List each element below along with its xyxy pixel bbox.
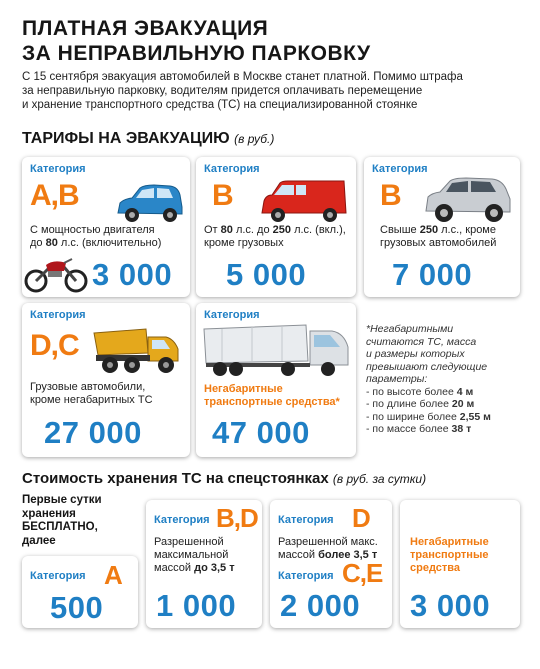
- desc-line: кроме грузовых: [204, 237, 284, 249]
- suv-icon: [422, 175, 516, 225]
- desc-line: [380, 224, 496, 237]
- category-code: A,B: [30, 179, 79, 212]
- category-label: Категория: [30, 163, 86, 175]
- storage-card-bd: [146, 500, 262, 628]
- van-icon: [258, 177, 350, 225]
- desc-bold: 250: [419, 224, 439, 236]
- desc-text: л.с. (вкл.),: [291, 224, 346, 236]
- desc-text: л.с. до: [232, 224, 273, 236]
- note-line: параметры:: [366, 373, 428, 385]
- note-item-text: - по длине более: [366, 398, 452, 410]
- desc-line: транспортные средства*: [204, 396, 340, 408]
- desc-bold: 250: [272, 224, 292, 236]
- first-day-line: далее: [22, 534, 56, 547]
- card-description: [204, 383, 340, 409]
- hatchback-car-icon: [114, 183, 186, 225]
- note-line: считаются ТС, масса: [366, 335, 477, 348]
- desc-line: С мощностью двигателя: [30, 224, 155, 236]
- card-description: [30, 224, 161, 250]
- price: 3 000: [92, 257, 173, 292]
- semi-truck-icon: [202, 323, 352, 379]
- desc-line: Грузовые автомобили,: [30, 381, 146, 393]
- card-description: [204, 224, 346, 250]
- note-item-value: 38 т: [451, 423, 472, 435]
- desc-text: л.с., кроме: [438, 224, 496, 236]
- note-item-value: 20 м: [451, 398, 475, 410]
- note-line: и размеры которых: [366, 348, 465, 360]
- storage-card-d-ce: [270, 500, 392, 628]
- desc-text: От: [204, 224, 221, 236]
- price: 3 000: [410, 588, 491, 623]
- desc-line: Негабаритные: [204, 383, 283, 395]
- price: 7 000: [392, 257, 473, 292]
- note-item-value: 4 м: [456, 385, 474, 398]
- desc-text: Свыше: [380, 224, 420, 236]
- desc-bold: 80: [220, 224, 233, 236]
- price: 2 000: [280, 588, 361, 623]
- category-code: D,C: [30, 329, 79, 362]
- category-label: Категория: [30, 570, 86, 582]
- category-code: C,E: [342, 558, 383, 588]
- page-title: [22, 16, 371, 66]
- desc-text: массой: [278, 549, 319, 561]
- tariff-card-b-over-250: [364, 157, 520, 297]
- desc-bold: 80: [45, 237, 58, 249]
- desc-line: Разрешенной: [154, 536, 224, 548]
- category-label: Категория: [372, 163, 428, 175]
- desc-line: Разрешенной макс.: [278, 536, 378, 548]
- desc-bold: более 3,5 т: [318, 549, 378, 561]
- desc-text: л.с. (включительно): [57, 237, 162, 249]
- note-item: [366, 411, 536, 424]
- lead-text: [22, 70, 492, 112]
- category-label: Категория: [278, 514, 334, 526]
- desc-bold: до 3,5 т: [194, 562, 235, 574]
- desc-line: [204, 224, 346, 237]
- desc-text: массой: [154, 562, 195, 574]
- note-item-text: - по высоте более: [366, 385, 457, 398]
- category-code: B,D: [216, 503, 258, 533]
- dump-truck-icon: [92, 323, 186, 377]
- category-label: Категория: [30, 309, 86, 321]
- note-item: [366, 423, 536, 436]
- category-label: Категория: [154, 514, 210, 526]
- tariff-card-b-80-250: [196, 157, 356, 297]
- tariffs-unit: (в руб.): [234, 132, 275, 146]
- lead-line-2: за неправильную парковку, водителям придется оплачивать перемещение: [22, 85, 423, 97]
- price: 5 000: [226, 257, 307, 292]
- tariff-card-dc: [22, 303, 190, 457]
- price: 1 000: [156, 588, 237, 623]
- motorcycle-icon: [24, 255, 88, 293]
- note-item: [366, 398, 536, 411]
- note-item: [366, 386, 536, 399]
- storage-card-a: [22, 556, 138, 628]
- tariffs-heading-text: ТАРИФЫ НА ЭВАКУАЦИЮ: [22, 130, 230, 147]
- note-line: *Негабаритными: [366, 323, 454, 335]
- desc-line: [30, 237, 161, 250]
- first-day-line: хранения: [22, 507, 76, 520]
- category-label: Категория: [204, 163, 260, 175]
- desc-line: средства: [410, 562, 461, 574]
- storage-unit: (в руб. за сутки): [332, 472, 427, 486]
- desc-line: транспортные: [410, 549, 489, 561]
- desc-line: грузовых автомобилей: [380, 237, 497, 249]
- card-description: [410, 536, 489, 575]
- first-day-line: Первые сутки: [22, 494, 102, 506]
- storage-heading-text: Стоимость хранения ТС на спецстоянках: [22, 470, 329, 487]
- category-label: Категория: [278, 570, 334, 582]
- first-day-free-text: [22, 494, 102, 548]
- price: 47 000: [212, 415, 310, 450]
- tariffs-heading: [22, 130, 274, 148]
- category-code: A: [104, 560, 122, 590]
- category-code: B: [212, 179, 233, 212]
- card-description: [154, 536, 235, 575]
- note-item-value: 2,55 м: [459, 410, 491, 423]
- lead-line-3: и хранение транспортного средства (ТС) на специализированной стоянке: [22, 99, 418, 111]
- tariff-card-oversized: [196, 303, 356, 457]
- note-item-text: - по ширине более: [366, 410, 460, 423]
- price: 27 000: [44, 415, 142, 450]
- card-description: [30, 381, 153, 407]
- first-day-line: БЕСПЛАТНО,: [22, 521, 98, 533]
- desc-line: [154, 562, 235, 575]
- category-code: D: [352, 503, 370, 533]
- desc-text: до: [30, 237, 46, 249]
- desc-line: Негабаритные: [410, 536, 489, 548]
- tariff-card-ab: [22, 157, 190, 297]
- note-item-text: - по массе более: [366, 423, 452, 435]
- desc-line: кроме негабаритных ТС: [30, 394, 153, 406]
- title-line-1: ПЛАТНАЯ ЭВАКУАЦИЯ: [22, 17, 269, 40]
- category-code: B: [380, 179, 401, 212]
- card-description: [380, 224, 496, 250]
- storage-heading: [22, 470, 426, 487]
- title-line-2: ЗА НЕПРАВИЛЬНУЮ ПАРКОВКУ: [22, 42, 371, 65]
- oversized-footnote: [366, 323, 536, 436]
- lead-line-1: С 15 сентября эвакуация автомобилей в Москве станет платной. Помимо штрафа: [22, 71, 463, 83]
- price: 500: [50, 590, 104, 625]
- desc-line: максимальной: [154, 549, 229, 561]
- note-line: превышают следующие: [366, 360, 488, 373]
- category-label: Категория: [204, 309, 260, 321]
- storage-card-oversized: [400, 500, 520, 628]
